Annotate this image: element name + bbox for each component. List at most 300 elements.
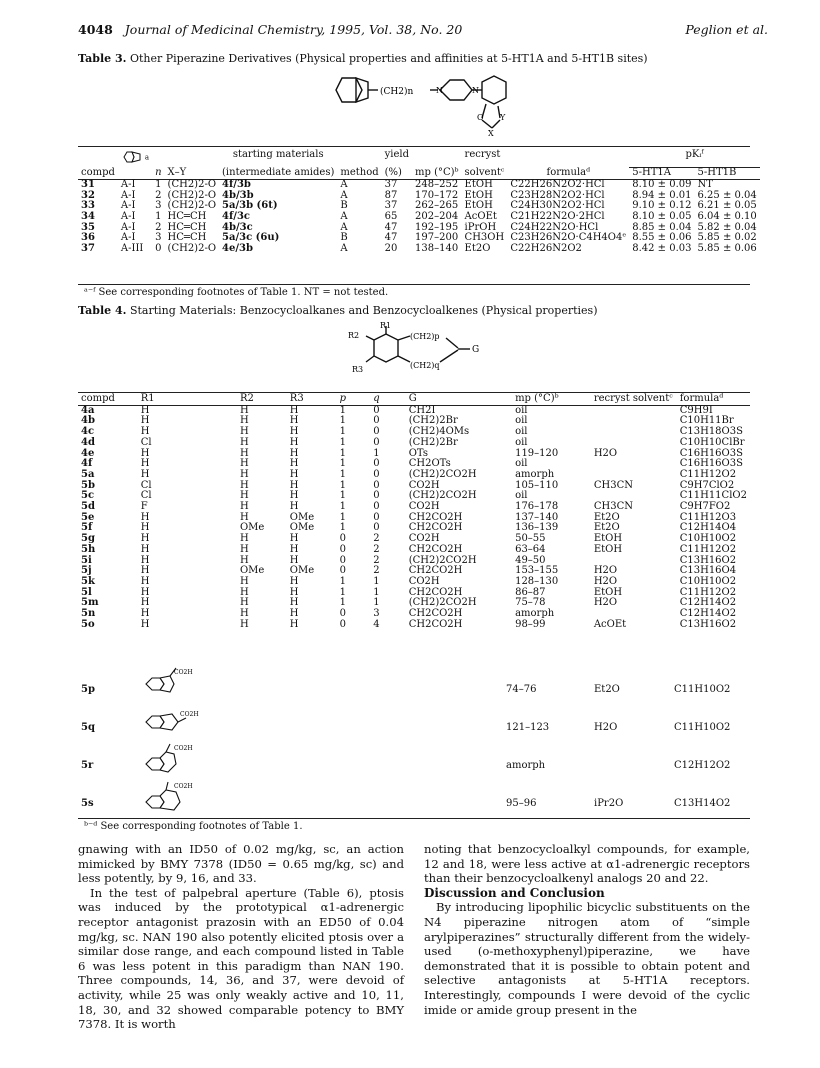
t3-cell-method: A	[340, 178, 348, 190]
t4-cell: H	[239, 511, 249, 523]
t4-cell: 5l	[81, 586, 92, 598]
t4-cell: 2	[373, 543, 380, 555]
t4-cell: H	[289, 586, 299, 598]
t3-cell-method: A	[340, 211, 348, 223]
t3-cell-sm: 5a/3c (6u)	[222, 232, 280, 244]
t4-cell: C9H7ClO2	[679, 479, 735, 491]
t3-cell-formula: C24H22N2O·HCl	[510, 221, 599, 233]
t4-special-formula: C13H14O2	[674, 798, 731, 809]
t3-head-ht1a: 5-HT1A	[632, 167, 671, 179]
t4-cell: 1	[373, 597, 380, 609]
t3-cell-mp: 197–200	[415, 232, 459, 244]
t4-cell: OMe	[239, 565, 265, 577]
t4-cell: H	[239, 543, 249, 555]
t3-cell-yield: 37	[384, 178, 398, 190]
t4-cell: 137–140	[515, 511, 559, 523]
t4-cell: CH2OTs	[408, 458, 451, 470]
t3-cell-ht1a: 8.55 ± 0.06	[632, 232, 692, 244]
t4-special-compd: 5r	[81, 760, 94, 771]
table3-caption-text: Other Piperazine Derivatives (Physical properties and affinities at 5-HT1A and 5-HT1B sites)	[129, 52, 648, 65]
t3-cell-sm: 4b/3c	[222, 221, 253, 233]
t3-cell-type: A-I	[120, 178, 136, 190]
body-right-p1: noting that benzocycloalkyl compounds, for example, 12 and 18, were less active at α1-adrenergic receptors than their benzocycloalkenyl analogs 20 and 22.	[424, 842, 750, 886]
t3-cell-n: 1	[155, 211, 162, 223]
t3-cell-n: 2	[155, 189, 162, 201]
t3-head-xy: X–Y	[167, 166, 187, 178]
t3-cell-ht1b: 6.04 ± 0.10	[697, 211, 757, 223]
table3-footnote: ᵃ⁻ᶠ See corresponding footnotes of Table 1. NT = not tested.	[84, 287, 389, 298]
t4-cell: 1	[373, 575, 380, 587]
t4-special-solv: Et2O	[594, 684, 620, 695]
t3-head-yield2: (%)	[384, 166, 402, 178]
t4-cell: CH2I	[408, 404, 436, 416]
t4-cell: CO2H	[408, 479, 440, 491]
t4-cell: 5j	[81, 565, 92, 577]
t4-cell: (CH2)2Br	[408, 415, 458, 427]
t4-cell: 1	[339, 522, 346, 534]
t4-cell: 5g	[81, 533, 95, 545]
table-row	[78, 780, 750, 814]
t3-cell-type: A-I	[120, 189, 136, 201]
t4-cell: CH2CO2H	[408, 543, 463, 555]
t4-cell: 2	[373, 565, 380, 577]
t4-cell: H	[140, 597, 150, 609]
t4-cell: Cl	[140, 436, 152, 448]
body-left-p2: In the test of palpebral aperture (Table 6), ptosis was induced by the prototypical α1-adrenergic receptor antagonist prazosin with an ED50 of 0.04 mg/kg, sc. NAN 190 also potently elicited ptosis over a similar dose range, and each compound listed in Table 6 was less potent in this paradigm than NAN 190. Three compounds, 14, 36, and 37, were devoid of activity, while 25 was only weakly active and 10, 11, 18, 30, and 32 showed comparable potency to BMY 7378. It is worth	[78, 885, 404, 1032]
t4-cell: 5k	[81, 575, 95, 587]
co2h-label: CO2H	[174, 783, 193, 790]
t4-cell: F	[140, 501, 148, 513]
t4-cell: oil	[515, 415, 528, 427]
t3-cell-ht1b: 6.25 ± 0.04	[697, 189, 757, 201]
t4-cell: C11H12O2	[679, 586, 737, 598]
t4-cell: 1	[339, 415, 346, 427]
t4-cell: 4a	[81, 404, 95, 416]
t4-cell: H	[289, 447, 299, 459]
t4-cell: 5a	[81, 468, 95, 480]
page-header	[78, 22, 768, 37]
t4-cell: (CH2)2CO2H	[408, 490, 477, 502]
t4-cell: 5b	[81, 479, 95, 491]
svg-text:Y: Y	[500, 113, 506, 122]
t3-head-sm2: (intermediate amides)	[222, 166, 335, 178]
t4-cell: H	[140, 404, 150, 416]
t4-cell: H	[239, 415, 249, 427]
t4-special-compd: 5s	[81, 798, 94, 809]
t4-cell: 105–110	[515, 479, 559, 491]
t3-cell-mp: 192–195	[415, 221, 459, 233]
t3-cell-method: A	[340, 221, 348, 233]
t4-cell: H	[289, 479, 299, 491]
t3-cell-yield: 87	[384, 189, 398, 201]
t4-cell	[591, 459, 677, 470]
t4-head-cell: formulaᵈ	[679, 393, 724, 404]
t4-cell	[591, 416, 677, 427]
svg-text:O: O	[477, 113, 484, 122]
t4-cell: H	[140, 608, 150, 620]
t4-cell: 4c	[81, 426, 95, 438]
t3-cell-sm: 4e/3b	[222, 243, 253, 255]
t3-cell-method: B	[340, 200, 348, 212]
table-row	[78, 704, 750, 738]
piperazine-ring	[440, 80, 472, 100]
t4-cell: CH2CO2H	[408, 511, 463, 523]
benzene-ring	[374, 334, 398, 362]
t4-cell: C10H10O2	[679, 575, 737, 587]
benzene-ring	[336, 78, 362, 102]
t4-cell: H	[289, 597, 299, 609]
t4-cell: H	[239, 597, 249, 609]
t4-cell: H	[140, 447, 150, 459]
t4-cell: H	[289, 501, 299, 513]
t4-cell: Et2O	[593, 522, 620, 534]
t3-cell-n: 3	[155, 200, 162, 212]
t4-cell: H	[239, 618, 249, 630]
t4-cell: 5i	[81, 554, 92, 566]
t4-cell: C10H10ClBr	[679, 436, 745, 448]
t4-cell: H	[289, 554, 299, 566]
t4-cell: 1	[339, 586, 346, 598]
t4-cell: Et2O	[593, 511, 620, 523]
t4-cell: 1	[339, 490, 346, 502]
table3-structure	[322, 68, 512, 142]
t4-cell	[591, 405, 677, 416]
t4-special-formula: C12H12O2	[674, 760, 731, 771]
t4-cell: H	[239, 447, 249, 459]
t4-cell: 5m	[81, 597, 99, 609]
t4-cell: H	[239, 575, 249, 587]
t4-cell: 5f	[81, 522, 93, 534]
t4-cell: C10H11Br	[679, 415, 734, 427]
t4-cell: 5e	[81, 511, 95, 523]
t4-cell: 0	[339, 565, 346, 577]
co2h-label: CO2H	[174, 745, 193, 752]
t4-cell: 0	[339, 543, 346, 555]
p-label: (CH2)p	[410, 332, 440, 341]
t4-cell: 1	[339, 426, 346, 438]
t4-cell: H	[239, 586, 249, 598]
t4-cell: H	[140, 415, 150, 427]
t4-cell: 0	[339, 554, 346, 566]
t4-head-cell: R3	[289, 393, 304, 404]
body-right-p2: By introducing lipophilic bicyclic substituents on the N4 piperazine nitrogen atom of “simple arylpiperazines” structurally different from the widely-used (o-methoxyphenyl)piperazine, we have demonstrated that it is possible to obtain potent and selective antagonists at 5-HT1A receptors. Interestingly, compounds I were devoid of the cyclic imide or amide group present in the	[424, 900, 750, 1017]
t4-cell: CH2CO2H	[408, 522, 463, 534]
t3-cell-n: 1	[155, 178, 162, 190]
bicyclic-structure-icon	[140, 666, 210, 700]
t4-cell: 0	[373, 415, 380, 427]
t4-cell: H	[140, 468, 150, 480]
t4-cell: H	[289, 458, 299, 470]
table4	[78, 394, 750, 630]
t4-cell: H	[289, 618, 299, 630]
t4-head-cell: compd	[81, 393, 115, 404]
t4-cell: H	[239, 479, 249, 491]
t4-head-cell: G	[408, 393, 417, 404]
table3-caption	[78, 52, 648, 65]
t4-cell: H	[289, 415, 299, 427]
t3-cell-ht1a: 8.85 ± 0.04	[632, 221, 692, 233]
co2h-label: CO2H	[174, 669, 193, 676]
t4-cell: CH2CO2H	[408, 608, 463, 620]
table-row	[78, 438, 750, 449]
t3-head-pk: pKᵢᶠ	[629, 150, 760, 168]
t4-cell: C9H7FO2	[679, 501, 731, 513]
t3-head-compd: compd	[81, 166, 115, 178]
t4-cell: 2	[373, 533, 380, 545]
t3-cell-n: 0	[155, 243, 162, 255]
t3-head-formula: formulaᵈ	[546, 166, 591, 178]
t3-cell-ht1a: 9.10 ± 0.12	[632, 200, 692, 212]
t4-special-compd: 5p	[81, 684, 95, 695]
aryl-ring	[482, 76, 506, 104]
t4-head-cell: recryst solventᶜ	[593, 393, 673, 404]
t4-cell: C13H16O2	[679, 554, 737, 566]
t4-cell: AcOEt	[593, 618, 627, 630]
t4-cell: H	[289, 575, 299, 587]
t3-cell-solvent: iPrOH	[464, 221, 497, 233]
t4-cell: C12H14O2	[679, 608, 737, 620]
t4-cell: 1	[339, 575, 346, 587]
g-label: G	[472, 345, 480, 355]
t4-cell: C9H9I	[679, 404, 713, 416]
t4-cell: (CH2)2CO2H	[408, 597, 477, 609]
t4-cell: 0	[373, 479, 380, 491]
t3-cell-formula: C24H30N2O2·HCl	[510, 200, 605, 212]
t3-head-ht1b: 5-HT1B	[697, 167, 737, 179]
t4-cell: H2O	[593, 565, 618, 577]
t4-cell: oil	[515, 458, 528, 470]
t4-cell: Cl	[140, 490, 152, 502]
t4-cell: CO2H	[408, 575, 440, 587]
t4-cell: C16H16O3S	[679, 458, 743, 470]
t3-cell-yield: 47	[384, 232, 398, 244]
t3-cell-ht1b: 5.85 ± 0.02	[697, 232, 757, 244]
t4-cell: 1	[339, 597, 346, 609]
t4-special-solv: H2O	[594, 722, 618, 733]
q-label: (CH2)q	[410, 361, 440, 370]
t4-cell: H	[289, 404, 299, 416]
t4-head-cell: q	[373, 393, 380, 404]
t3-cell-ht1b: NT	[697, 178, 713, 190]
t4-cell: CO2H	[408, 501, 440, 513]
t3-cell-ht1b: 6.21 ± 0.05	[697, 200, 757, 212]
t3-cell-compd: 32	[81, 189, 95, 201]
t4-cell: H	[239, 458, 249, 470]
t4-cell: H	[140, 618, 150, 630]
t3-cell-formula: C22H26N2O2·HCl	[510, 178, 605, 190]
t4-cell: OMe	[239, 522, 265, 534]
table-row	[78, 179, 760, 190]
t4-cell: 4e	[81, 447, 95, 459]
t3-cell-xy: HC═CH	[167, 221, 207, 233]
t3-cell-solvent: EtOH	[464, 178, 493, 190]
t4-cell: H	[140, 522, 150, 534]
t4-cell: 86–87	[515, 586, 546, 598]
t4-cell	[591, 427, 677, 438]
t4-cell: 5h	[81, 543, 96, 555]
t4-cell: (CH2)2CO2H	[408, 554, 477, 566]
t4-cell: C13H16O4	[679, 565, 737, 577]
table-row	[78, 620, 750, 631]
t3-cell-yield: 65	[384, 211, 398, 223]
t4-cell: 2	[373, 554, 380, 566]
t4-cell: 136–139	[515, 522, 559, 534]
t3-cell-type: A-I	[120, 211, 136, 223]
t4-cell: C11H12O3	[679, 511, 737, 523]
t4-cell	[591, 438, 677, 449]
t3-cell-yield: 37	[384, 200, 398, 212]
t4-cell: H	[239, 608, 249, 620]
t3-cell-mp: 202–204	[415, 211, 459, 223]
t4-special-formula: C11H10O2	[674, 722, 731, 733]
t4-special-formula: C11H10O2	[674, 684, 731, 695]
svg-text:X: X	[488, 129, 494, 138]
t4-cell: EtOH	[593, 586, 623, 598]
t3-cell-mp: 170–172	[415, 189, 459, 201]
t4-cell: H	[140, 554, 150, 566]
t4-head-cell: p	[339, 393, 347, 404]
t3-cell-xy: (CH2)2-O	[167, 243, 217, 255]
table3: $^a$ starting materials yield recryst pKᵢᶠ compd n X–Y (intermediate amides) method (%) mp (°C)ᵇ solventᶜ formulaᵈ 5-HT1A 5-HT1B 31 A-I 1 (CH2)2-O 4f/3b A 37 248–252 EtOH C22H26N2O2·HCl 8.10 ± 0.09 NT 32 A-I 2 (CH2)2-O 4b/3b A 87 170–172 EtOH C23H28N2O2·HCl 8.94 ± 0.01 6.25 ± 0.04 33 A-I 3 (CH2)2-O 5a/3b (6t) B 37 262–265 EtOH C24H30N2O2·HCl 9.10 ± 0.12 6.21 ± 0.05 34 A-I 1 HC═CH 4f/3c A 65 202–204 AcOEt C21H22N2O·2HCl 8.10 ± 0.05 6.04 ± 0.10 35 A-I 2 HC═CH 4b/3c A 47 192–195 iPrOH C24H22N2O·HCl 8.85 ± 0.04 5.82 ± 0.04 36 A-I 3 HC═CH 5a/3c (6u) B 47 197–200 CH3OH C23H26N2O·C4H4O4ᵉ 8.55 ± 0.06 5.85 ± 0.02 37 A-III 0 (CH2)2-O 4e/3b A 20 138–140 Et2O C22H26N2O2 8.42 ± 0.03 5.85 ± 0.06	[78, 150, 760, 255]
t4-cell: H	[239, 426, 249, 438]
t4-cell: 1	[373, 447, 380, 459]
t4-head-cell: mp (°C)ᵇ	[515, 393, 559, 404]
t4-cell: H	[289, 543, 299, 555]
t3-cell-ht1a: 8.42 ± 0.03	[632, 243, 692, 255]
body-left-column	[78, 842, 404, 1032]
t3-cell-xy: (CH2)2-O	[167, 200, 217, 212]
t3-cell-sm: 5a/3b (6t)	[222, 200, 278, 212]
t4-cell: H2O	[593, 575, 618, 587]
t4-cell: 0	[373, 490, 380, 502]
journal-title: Journal of Medicinal Chemistry, 1995, Vol. 38, No. 20	[124, 22, 463, 37]
t4-cell: H	[289, 468, 299, 480]
t3-cell-xy: HC═CH	[167, 211, 207, 223]
t4-cell: OMe	[289, 511, 315, 523]
t4-cell: 1	[339, 447, 346, 459]
t4-cell: 4b	[81, 415, 95, 427]
body-right-column	[424, 842, 750, 1017]
t4-cell: 0	[373, 404, 380, 416]
t4-cell: H	[140, 511, 150, 523]
t4-cell: C11H12O2	[679, 468, 737, 480]
t3-cell-type: A-III	[120, 243, 144, 255]
t4-cell: H	[239, 404, 249, 416]
t3-cell-sm: 4f/3c	[222, 211, 250, 223]
table4-caption	[78, 304, 598, 317]
t3-cell-compd: 35	[81, 221, 95, 233]
t4-cell: 176–178	[515, 501, 559, 513]
t3-cell-solvent: AcOEt	[464, 211, 497, 223]
t3-cell-ht1a: 8.10 ± 0.05	[632, 211, 692, 223]
t4-special-compd: 5q	[81, 722, 95, 733]
t3-cell-xy: (CH2)2-O	[167, 189, 217, 201]
t4-cell: 0	[373, 426, 380, 438]
t3-head-yield1: yield	[384, 149, 410, 160]
t3-cell-solvent: CH3OH	[464, 232, 505, 244]
t3-cell-ht1b: 5.85 ± 0.06	[697, 243, 757, 255]
t4-cell: 1	[339, 511, 346, 523]
t4-cell: 0	[339, 533, 346, 545]
t4-cell: 1	[339, 436, 346, 448]
t3-cell-sm: 4f/3b	[222, 178, 251, 190]
t4-cell: H	[289, 426, 299, 438]
t4-cell: H	[239, 468, 249, 480]
t3-cell-method: A	[340, 189, 348, 201]
t4-cell: 1	[339, 468, 346, 480]
t4-cell: C12H14O4	[679, 522, 737, 534]
t4-cell: CH3CN	[593, 501, 633, 513]
t4-head-cell: R1	[140, 393, 155, 404]
t4-cell: H	[289, 533, 299, 545]
table-row	[78, 545, 750, 556]
t4-cell: C13H18O3S	[679, 426, 743, 438]
t3-cell-type: A-I	[120, 232, 136, 244]
t4-cell: amorph	[515, 468, 555, 480]
t4-cell: H	[289, 608, 299, 620]
t3-cell-ht1a: 8.10 ± 0.09	[632, 178, 692, 190]
t4-cell: 5c	[81, 490, 95, 502]
t3-cell-formula: C23H26N2O·C4H4O4ᵉ	[510, 232, 627, 244]
t4-cell: 1	[339, 479, 346, 491]
t3-cell-method: A	[340, 243, 348, 255]
t3-cell-formula: C23H28N2O2·HCl	[510, 189, 605, 201]
t4-cell: 0	[339, 608, 346, 620]
t3-cell-sm: 4b/3b	[222, 189, 254, 201]
t4-cell: 153–155	[515, 565, 559, 577]
t4-cell: 50–55	[515, 533, 546, 545]
t4-cell: 49–50	[515, 554, 546, 566]
t4-cell: H	[239, 436, 249, 448]
co2h-label: CO2H	[180, 711, 199, 718]
t3-cell-compd: 33	[81, 200, 95, 212]
table4-caption-text: Starting Materials: Benzocycloalkanes and Benzocycloalkenes (Physical properties)	[129, 304, 598, 317]
running-authors: Peglion et al.	[685, 22, 768, 37]
r1-label: R1	[380, 322, 392, 330]
t3-cell-mp: 248–252	[415, 178, 459, 190]
table-row	[78, 666, 750, 700]
t4-cell: H	[239, 554, 249, 566]
r2-label: R2	[348, 331, 360, 340]
t4-cell: 0	[373, 501, 380, 513]
t4-cell: H	[239, 501, 249, 513]
t4-cell: 1	[339, 404, 346, 416]
t4-cell: oil	[515, 426, 528, 438]
bicyclic-structure-icon	[140, 780, 210, 814]
t4-cell: H	[140, 426, 150, 438]
t4-cell: C13H16O2	[679, 618, 737, 630]
t3-head-rs2: solventᶜ	[464, 166, 505, 178]
t4-cell: 0	[373, 511, 380, 523]
t4-cell: CH2CO2H	[408, 565, 463, 577]
table3-bottom-rule	[78, 284, 750, 285]
t3-cell-n: 3	[155, 232, 162, 244]
t4-cell: 128–130	[515, 575, 559, 587]
t3-cell-type: A-I	[120, 200, 136, 212]
svg-text:N: N	[472, 86, 479, 95]
t3-cell-n: 2	[155, 221, 162, 233]
t4-cell: 4	[373, 618, 380, 630]
t4-cell: EtOH	[593, 543, 623, 555]
t4-cell: H2O	[593, 597, 618, 609]
t4-cell: OMe	[289, 565, 315, 577]
body-left-p1: gnawing with an ID50 of 0.02 mg/kg, sc, an action mimicked by BMY 7378 (ID50 = 0.65 mg/kg, sc) and less potently, by 9, 16, and 33.	[78, 842, 404, 886]
t3-cell-solvent: Et2O	[464, 243, 491, 255]
t4-cell: (CH2)4OMs	[408, 426, 470, 438]
t4-cell: H	[239, 533, 249, 545]
t4-cell: CO2H	[408, 533, 440, 545]
svg-text:N: N	[436, 86, 443, 95]
